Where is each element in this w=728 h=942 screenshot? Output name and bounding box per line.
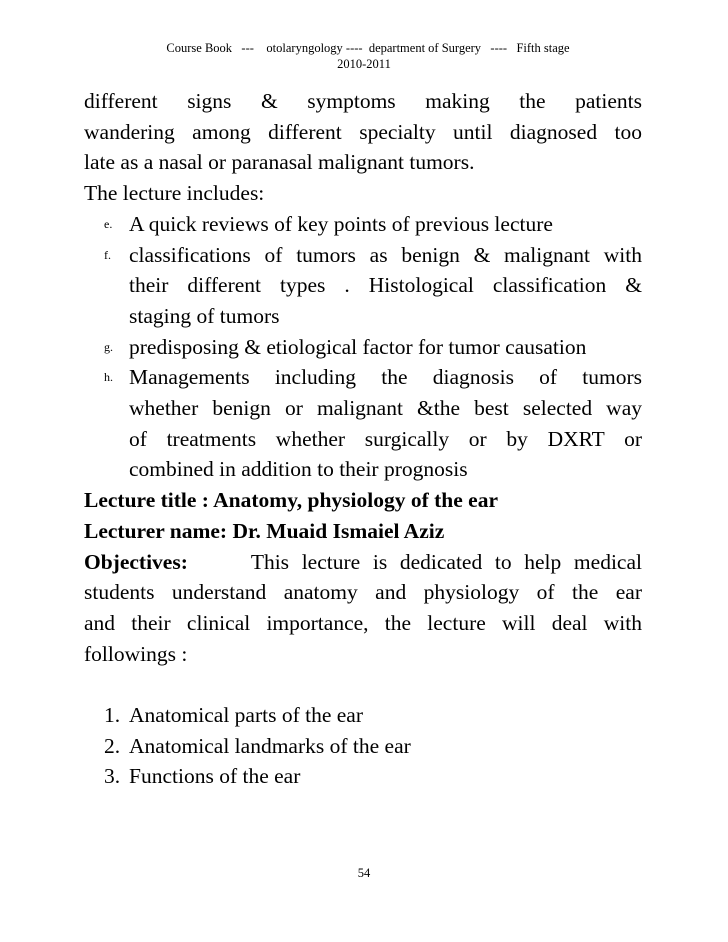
list-marker: h. [104, 370, 113, 385]
list-item-line: classifications of tumors as benign & malignant with [129, 242, 642, 267]
objectives-line: and their clinical importance, the lecture will deal with [84, 610, 642, 635]
list-item [84, 332, 642, 363]
item-number: 1. [104, 703, 121, 728]
intro-paragraph [84, 86, 642, 178]
header-year: 2010-2011 [337, 57, 391, 71]
objectives-line: students understand anatomy and physiology of the ear [84, 580, 642, 605]
list-item-line: of treatments whether surgically or by DXRT or [129, 426, 642, 451]
list-item [84, 209, 642, 240]
item-number: 2. [104, 733, 121, 758]
numbered-item [84, 700, 642, 731]
numbered-item [84, 731, 642, 762]
page-header [0, 40, 728, 72]
includes-label: The lecture includes: [84, 181, 265, 206]
list-item [84, 362, 642, 485]
numbered-item [84, 761, 642, 792]
objectives-line-rest: This lecture is dedicated to help medical [250, 549, 642, 574]
item-number: 3. [104, 764, 121, 789]
list-item-line: Managements including the diagnosis of tumors [129, 365, 642, 390]
objectives-line: followings : [84, 641, 188, 666]
list-marker: f. [104, 247, 111, 262]
list-marker: g. [104, 339, 113, 354]
list-item-line: predisposing & etiological factor for tumor causation [129, 334, 587, 359]
blank-line [84, 669, 642, 700]
list-item [84, 240, 642, 332]
objectives-first-line [84, 547, 642, 578]
list-item-line: staging of tumors [129, 303, 280, 328]
list-marker: e. [104, 216, 113, 231]
list-item-line: their different types . Histological classification & [129, 273, 642, 298]
list-item-line: combined in addition to their prognosis [129, 457, 468, 482]
intro-line: wandering among different specialty until diagnosed too [84, 119, 642, 144]
page-body [84, 86, 642, 792]
item-text: Anatomical landmarks of the ear [129, 733, 411, 758]
item-text: Functions of the ear [129, 764, 301, 789]
list-item-line: A quick reviews of key points of previous lecture [129, 211, 553, 236]
lecturer-name: Lecturer name: Dr. Muaid Ismaiel Aziz [84, 518, 445, 543]
list-item-line: whether benign or malignant &the best selected way [129, 396, 642, 421]
intro-line: late as a nasal or paranasal malignant tumors. [84, 150, 475, 175]
objectives-label: Objectives: [84, 549, 188, 574]
header-course-line: Course Book --- otolaryngology ---- department of Surgery ---- Fifth stage [166, 41, 570, 55]
objectives-paragraph [84, 547, 642, 670]
intro-line: different signs & symptoms making the patients [84, 89, 642, 113]
page-number: 54 [357, 866, 371, 880]
item-text: Anatomical parts of the ear [129, 703, 364, 728]
lecture-title: Lecture title : Anatomy, physiology of the ear [84, 488, 499, 513]
